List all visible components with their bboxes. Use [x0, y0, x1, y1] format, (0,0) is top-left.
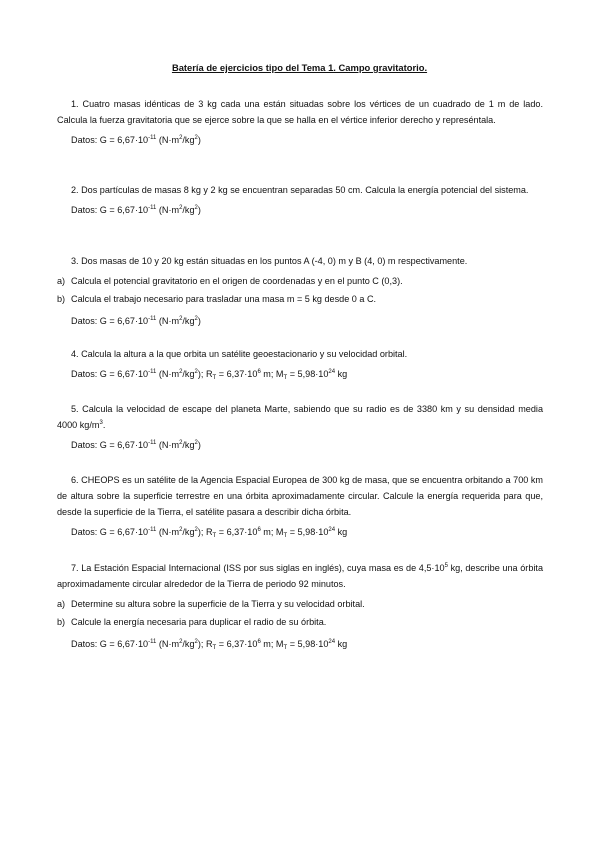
datos-g-unit-mid: /kg — [182, 316, 195, 326]
exercise-7 — [57, 560, 543, 652]
datos-mt-exp: 24 — [328, 639, 336, 645]
part-b-text: Calcule la energía necesaria para duplicar el radio de su órbita. — [71, 617, 327, 627]
exercise-1-data — [57, 132, 543, 148]
datos-g-unit-exp: 2 — [179, 369, 183, 375]
datos-g-unit-exp: 2 — [179, 527, 183, 533]
datos-g-exp: -11 — [148, 369, 157, 375]
datos-g-unit-exp: 2 — [179, 639, 183, 645]
datos-rt-sub: T — [212, 375, 217, 381]
exercise-5-exp: 3 — [99, 420, 103, 426]
datos-g-unit-exp2: 2 — [194, 440, 198, 446]
exercise-3-statement: 3. Dos masas de 10 y 20 kg están situadas en los puntos A (-4, 0) m y B (4, 0) m respectivamente. — [71, 256, 468, 266]
datos-g-unit-close: ) — [197, 135, 201, 145]
datos-g: Datos: G = 6,67·10 — [71, 135, 149, 145]
exercise-7-statement — [57, 560, 543, 592]
part-b-label: b) — [57, 617, 66, 627]
datos-g-exp: -11 — [148, 639, 157, 645]
exercise-7-data — [57, 636, 543, 652]
datos-g-unit-exp: 2 — [179, 205, 183, 211]
exercise-4-data — [57, 366, 543, 382]
datos-rt-exp: 6 — [257, 639, 261, 645]
datos-rt-unit: m; M — [260, 527, 284, 537]
datos-g-unit: (N·m — [156, 639, 180, 649]
datos-g-unit-mid: /kg — [182, 205, 195, 215]
datos-rt-sub: T — [212, 533, 217, 539]
exercise-2 — [57, 182, 543, 218]
datos-g: Datos: G = 6,67·10 — [71, 205, 149, 215]
datos-g-unit: (N·m — [156, 369, 180, 379]
datos-rt: ; R — [200, 369, 213, 379]
exercise-6-data — [57, 524, 543, 540]
exercise-7-parts — [57, 596, 543, 630]
datos-rt-value: = 6,37·10 — [216, 639, 258, 649]
exercise-5-statement — [57, 401, 543, 433]
exercise-7-text: 7. La Estación Espacial Internacional (ISS por sus siglas en inglés), cuya masa es de 4,5·10 — [71, 563, 445, 573]
part-b-label: b) — [57, 294, 66, 304]
datos-g-unit-exp2: 2 — [194, 135, 198, 141]
datos-g-unit-exp: 2 — [179, 135, 183, 141]
datos-g-unit-close: ) — [197, 639, 201, 649]
datos-mt-value: = 5,98·10 — [287, 369, 329, 379]
exercise-2-data — [57, 202, 543, 218]
datos-mt-unit: kg — [335, 639, 348, 649]
datos-g-exp: -11 — [148, 135, 157, 141]
datos-g-unit: (N·m — [156, 316, 180, 326]
datos-rt-unit: m; M — [260, 369, 284, 379]
part-b-text: Calcula el trabajo necesario para trasladar una masa m = 5 kg desde 0 a C. — [71, 294, 377, 304]
datos-mt-sub: T — [283, 533, 288, 539]
datos-g: Datos: G = 6,67·10 — [71, 316, 149, 326]
part-a-text: Determine su altura sobre la superficie de la Tierra y su velocidad orbital. — [71, 599, 365, 609]
datos-rt-sub: T — [212, 645, 217, 651]
datos-g: Datos: G = 6,67·10 — [71, 639, 149, 649]
datos-g-unit-exp2: 2 — [194, 639, 198, 645]
datos-g-unit-exp2: 2 — [194, 205, 198, 211]
exercise-1 — [57, 96, 543, 148]
exercise-7-end: kg, describe una órbita aproximadamente circular alrededor de la Tierra de periodo 92 minutos. — [57, 563, 543, 589]
datos-g-unit-mid: /kg — [182, 440, 195, 450]
datos-mt-sub: T — [283, 375, 288, 381]
exercise-5 — [57, 401, 543, 453]
exercise-6-statement: 6. CHEOPS es un satélite de la Agencia Espacial Europea de 300 kg de masa, que se encuentra orbitando a 700 km de altura sobre la superficie terrestre en una órbita aproximadamente circular. Calcule la energía requerida para que, desde la superficie de la Tierra, el satélite pasara a describir dicha órbita. — [57, 475, 543, 517]
datos-mt-exp: 24 — [328, 369, 336, 375]
datos-mt-unit: kg — [335, 527, 348, 537]
datos-g-unit-exp: 2 — [179, 316, 183, 322]
datos-g: Datos: G = 6,67·10 — [71, 440, 149, 450]
page-title: Batería de ejercicios tipo del Tema 1. Campo gravitatorio. — [171, 62, 428, 73]
exercise-5-end: . — [102, 420, 106, 430]
datos-rt-unit: m; M — [260, 639, 284, 649]
datos-g: Datos: G = 6,67·10 — [71, 527, 149, 537]
datos-g-unit-close: ) — [197, 205, 201, 215]
exercise-3-parts — [57, 273, 543, 307]
exercise-7-part-b — [57, 614, 543, 630]
datos-g-exp: -11 — [148, 205, 157, 211]
exercise-2-statement: 2. Dos partículas de masas 8 kg y 2 kg se encuentran separadas 50 cm. Calcula la energía potencial del sistema. — [71, 185, 529, 195]
datos-g-unit-close: ) — [197, 369, 201, 379]
datos-g-unit-mid: /kg — [182, 527, 195, 537]
exercise-5-text: 5. Calcula la velocidad de escape del planeta Marte, sabiendo que su radio es de 3380 km y su densidad media 4000 kg/m — [57, 404, 543, 430]
exercise-3-part-b — [57, 291, 543, 307]
exercise-4 — [57, 346, 543, 382]
exercise-3-part-a — [57, 273, 543, 289]
datos-mt-value: = 5,98·10 — [287, 527, 329, 537]
datos-g-unit-exp2: 2 — [194, 369, 198, 375]
datos-rt-value: = 6,37·10 — [216, 369, 258, 379]
datos-g-unit: (N·m — [156, 527, 180, 537]
datos-g-exp: -11 — [148, 527, 157, 533]
datos-g-unit-exp: 2 — [179, 440, 183, 446]
part-a-text: Calcula el potencial gravitatorio en el origen de coordenadas y en el punto C (0,3). — [71, 276, 403, 286]
datos-g-unit-mid: /kg — [182, 369, 195, 379]
datos-g-unit-close: ) — [197, 527, 201, 537]
datos-rt-value: = 6,37·10 — [216, 527, 258, 537]
exercise-3-data — [57, 313, 543, 329]
exercise-7-exp: 5 — [444, 563, 448, 569]
datos-rt-exp: 6 — [257, 369, 261, 375]
datos-g-unit-exp2: 2 — [194, 527, 198, 533]
exercise-3 — [57, 253, 543, 329]
exercise-1-statement: 1. Cuatro masas idénticas de 3 kg cada una están situadas sobre los vértices de un cuadrado de 1 m de lado. Calcula la fuerza gravitatoria que se ejerce sobre la que se halla en el vértice inferior derecho y represéntala. — [57, 99, 543, 125]
exercise-5-data — [57, 437, 543, 453]
exercise-4-statement: 4. Calcula la altura a la que orbita un satélite geoestacionario y su velocidad orbital. — [71, 349, 408, 359]
part-a-label: a) — [57, 599, 66, 609]
datos-rt-exp: 6 — [257, 527, 261, 533]
datos-g-unit-close: ) — [197, 316, 201, 326]
part-a-label: a) — [57, 276, 66, 286]
datos-g-unit-mid: /kg — [182, 639, 195, 649]
datos-g-unit: (N·m — [156, 135, 180, 145]
datos-g-unit: (N·m — [156, 440, 180, 450]
datos-g-exp: -11 — [148, 316, 157, 322]
datos-g-unit-close: ) — [197, 440, 201, 450]
datos-g: Datos: G = 6,67·10 — [71, 369, 149, 379]
exercise-6 — [57, 472, 543, 540]
datos-g-exp: -11 — [148, 440, 157, 446]
datos-mt-unit: kg — [335, 369, 348, 379]
datos-g-unit: (N·m — [156, 205, 180, 215]
datos-g-unit-exp2: 2 — [194, 316, 198, 322]
datos-rt: ; R — [200, 639, 213, 649]
datos-g-unit-mid: /kg — [182, 135, 195, 145]
datos-mt-exp: 24 — [328, 527, 336, 533]
datos-mt-value: = 5,98·10 — [287, 639, 329, 649]
datos-rt: ; R — [200, 527, 213, 537]
exercise-7-part-a — [57, 596, 543, 612]
datos-mt-sub: T — [283, 645, 288, 651]
